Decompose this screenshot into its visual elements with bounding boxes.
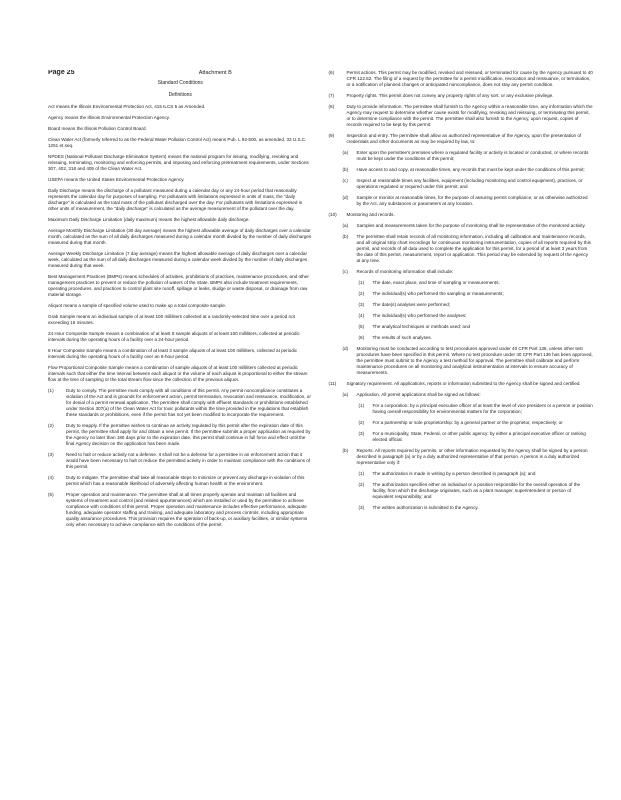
item-number: (3) [358, 505, 365, 510]
item-number: (8) [328, 104, 335, 109]
records-list [329, 280, 594, 341]
item-text: Duty to comply. The permittee must comply with all conditions of this permit. Any permit noncompliance constitutes a violation of the Act and is grounds for enforcement action, permit termination, revocation and reissuance, modification, or for denial of a permit renewal application. The permittee shall comply with effluent standards or prohibitions established under Section 307(a) of the Clean Water Act for toxic pollutants within the time provided in the regulations that establish these standards or prohibitions, even if the permit has not yet been modified to incorporate the requirement. [66, 388, 311, 417]
item-number: (4) [358, 313, 365, 318]
monitoring-list [329, 223, 594, 275]
item-text: For a partnership or sole proprietorship: by a general partner or the proprietor, respectively; or [372, 420, 563, 425]
authorized-item [359, 482, 594, 500]
item-number: (1) [358, 403, 365, 408]
item-number: (a) [342, 392, 349, 397]
definition-paragraph: Daily Discharge means the discharge of a pollutant measured during a calendar day or any 24-hour period that reasonably represents the calendar day for purposes of sampling. For pollutants with limitations expressed in units of mass, the "daily discharge" is calculated as the total mass of the pollutant discharged over the day. For pollutants with limitations expressed in other units of measurement, the "daily discharge" is calculated as the average measurement of the pollutant over the day. [48, 188, 303, 211]
right-column [329, 70, 594, 782]
item-text: The date, exact place, and time of sampling or measurements; [372, 280, 500, 285]
condition-item [48, 475, 313, 487]
item-text: Records of monitoring information shall include: [356, 269, 454, 274]
conditions-list [48, 388, 313, 528]
item-text: Duty to provide information. The permittee shall furnish to the Agency within a reasonable time, any information which the Agency may request to determine whether cause exists for modifying, revoking and reissuing, or terminating this permit, or to determine compliance with the permit. The permittee shall also furnish to the Agency, upon request, copies of records required to be kept by this permit. [346, 104, 593, 127]
record-item [359, 291, 594, 297]
monitoring-item [343, 269, 594, 275]
item-text: For a municipality, State, Federal, or other public agency: by either a principal executive officer or ranking elected official. [372, 431, 586, 442]
definition-paragraph: Agency means the Illinois Environmental Protection Agency. [48, 115, 170, 120]
inspection-item [343, 195, 594, 207]
section-title: Standard Conditions [157, 80, 203, 86]
definitions-list [48, 104, 313, 383]
item-text: Need to halt or reduce activity not a defense. It shall not be a defense for a permittee in an enforcement action that it would have been necessary to halt or reduce the permitted activity in order to maintain compliance with the conditions of this permit. [66, 452, 311, 469]
condition-item [48, 388, 313, 418]
monitoring-item-d: (d) Monitoring must be conducted according to test procedures approved under 40 CFR Part 136, unless other test procedures have been specified in this permit. Where no test procedure under 40 CFR Part 136 has been approved, the permittee must submit to the Agency a test method for approval. The permittee shall calibrate and perform maintenance procedures on all monitoring and analytical instrumentation at intervals to ensure accuracy of measurements. [342, 346, 593, 375]
item-text: Enter upon the permittee's premises where a regulated facility or activity is located or conducted, or where records must be kept under the conditions of this permit; [356, 150, 589, 161]
item-number: (5) [48, 492, 54, 497]
item-number: (7) [328, 93, 335, 98]
item-text: The authorization specifies either an individual or a position responsible for the overall operation of the facility, from which the discharge originates, such as a plant manager, superintendent or person of equivalent responsibility; and [372, 482, 581, 499]
authorized-item [359, 505, 594, 511]
condition-item [329, 133, 594, 145]
item-text: The individual(s) who performed the analyses; [372, 313, 467, 318]
condition-item [329, 104, 594, 128]
definition-paragraph: Average Monthly Discharge Limitation (30 day average) means the highest allowable average of daily discharges over a calendar month, calculated as the sum of all daily discharges measured during a calendar month divided by the number of daily discharges measured during that month. [48, 228, 312, 245]
item-number: (1) [48, 388, 54, 393]
page-header [48, 70, 313, 76]
record-item [359, 335, 594, 341]
item-text: Inspection and entry. The permittee shall allow an authorized representative of the Agency, upon the presentation of credentials and other documents as may be required by law, to: [346, 133, 582, 144]
item-text: Inspect at reasonable times any facilities, equipment (including monitoring and control equipment), practices, or operations regulated or required under this permit; and [356, 178, 583, 189]
item-number: (c) [342, 269, 348, 274]
item-number: (b) [342, 234, 349, 239]
definition-paragraph: Average Weekly Discharge Limitation (7 day average) means the highest allowable average of daily discharges over a calendar week, calculated as the sum of all daily discharges measured during a calendar week divided by the number of daily discharges measured during that week. [48, 251, 308, 268]
item-number: (4) [48, 475, 54, 480]
item-text: Samples and measurements taken for the purpose of monitoring shall be representative of the monitored activity. [356, 223, 586, 228]
definitions-title: Definitions [168, 92, 192, 98]
item-number: (3) [358, 302, 365, 307]
signatory-item [343, 392, 594, 398]
definition-paragraph: Grab Sample means an individual sample of at least 100 milliliters collected at a randomly-selected time over a period not exceeding 15 minutes. [48, 314, 295, 325]
reports-item: (b) Reports. All reports required by permits, or other information requested by the Agency shall be signed by a person described in paragraph (a) or by a duly authorized representative of that person. A person is a duly authorized representative only if: [342, 448, 588, 465]
definition-paragraph: NPDES (National Pollutant Discharge Elimination System) means the national program for issuing, modifying, revoking and reissuing, terminating, monitoring and enforcing permits, and imposing and enforcing pretreatment requirements, under Sections 307, 402, 318 and 405 of the Clean Water Act. [48, 154, 309, 171]
definition-paragraph: Aliquot means a sample of specified volume used to make up a total composite sample. [48, 303, 227, 308]
item-text: The authorization is made in writing by a person described in paragraph (a); and [372, 471, 536, 476]
record-item [359, 280, 594, 286]
left-column [48, 70, 313, 782]
item-number: (6) [358, 335, 365, 340]
condition-item [48, 423, 313, 447]
item-text: The permittee shall retain records of all monitoring information, including all calibration and maintenance records, and all original strip chart recordings for continuous monitoring instrumentation, copies of all reports required by this permit, and records of all data used to complete the application for this permit, for a period of at least 3 years from the date of this permit, measurement, report or application. This period may be extended by request of the Agency at any time. [356, 234, 591, 263]
item-number: (2) [358, 482, 365, 487]
record-item [359, 302, 594, 308]
item-number: (5) [358, 324, 365, 329]
monitoring-item [343, 223, 594, 229]
item-number: (a) [342, 223, 349, 228]
item-text: The written authorization is submitted to the Agency. [372, 505, 479, 510]
condition-item [329, 70, 594, 88]
item-number: (1) [358, 471, 365, 476]
record-item [359, 313, 594, 319]
definition-paragraph: Best Management Practices (BMPs) means schedules of activities, prohibitions of practices, maintenance procedures, and other management practices to prevent or reduce the pollution of waters of the State. BMPs also include treatment requirements, operating procedures, and practices to control plant site runoff, spillage or leaks, sludge or waste disposal, or drainage from raw material storage. [48, 274, 309, 297]
item-text: For a corporation: by a principal executive officer of at least the level of vice president or a person or position having overall responsibility for environmental matters for the corporation; [372, 403, 593, 414]
inspection-list [329, 150, 594, 207]
condition-item [48, 492, 313, 528]
item-number: (2) [358, 420, 365, 425]
condition-item [48, 452, 313, 470]
authorized-item [359, 471, 594, 477]
application-list [329, 403, 594, 443]
authorized-list [329, 471, 594, 511]
item-text: The analytical techniques or methods used; and [372, 324, 471, 329]
item-number: (a) [342, 150, 349, 155]
item-text: The individual(s) who performed the sampling or measurements; [372, 291, 504, 296]
monitoring-item [343, 234, 594, 264]
item-number: (2) [48, 423, 54, 428]
item-number: (2) [358, 291, 365, 296]
condition-item [329, 93, 594, 99]
item-number: (b) [342, 167, 349, 172]
inspection-item [343, 150, 594, 162]
signatory-list [329, 392, 594, 398]
item-text: The results of such analyses. [372, 335, 432, 340]
definition-paragraph: Maximum Daily Discharge Limitation (daily maximum) means the highest allowable daily discharge. [48, 217, 250, 222]
item-text: Proper operation and maintenance. The permittee shall at all times properly operate and maintain all facilities and systems of treatment and control (and related appurtenances) which are installed or used by the permittee to achieve compliance with conditions of this permit. Proper operation and maintenance includes effective performance, adequate funding, adequate operator staffing and training, and adequate laboratory and process controls, including appropriate quality assurance procedures. This provision requires the operation of back-up, or auxiliary facilities, or similar systems only when necessary to achieve compliance with the conditions of the permit. [66, 492, 308, 527]
item-text: The date(s) analyses were performed; [372, 302, 451, 307]
item-number: (1) [358, 280, 365, 285]
definition-paragraph: 8 Hour Composite Sample means a combination of at least 3 sample aliquots of at least 100 milliliters, collected at periodic intervals during the operating hours of a facility over an 8-hour period. [48, 348, 298, 359]
item-text: Have access to and copy, at reasonable times, any records that must be kept under the conditions of this permit; [356, 167, 585, 172]
item-number: (6) [328, 70, 335, 75]
application-item [359, 431, 594, 443]
item-number: (d) [342, 195, 349, 200]
item-number: (9) [328, 133, 335, 138]
item-number: (3) [48, 452, 54, 457]
page-number: Page 25 [48, 70, 75, 76]
item-number: (c) [342, 178, 348, 183]
attachment-title: Attachment B [198, 70, 232, 76]
record-item [359, 324, 594, 330]
signatory-heading: (11) Signatory requirement. All applications, reports or information submitted to the Agency shall be signed and certified. [328, 381, 581, 386]
definition-paragraph: Flow Proportional Composite Sample means a combination of sample aliquots of at least 100 milliliters collected at periodic intervals such that either the time interval between each aliquot or the volume of each aliquot is proportional to either the stream flow at the time of sampling or the total stream flow since the collection of the previous aliquot. [48, 365, 308, 382]
item-number: (3) [358, 431, 365, 436]
definition-paragraph: Act means the Illinois Environmental Protection Act, 415 ILCS 5 as Amended. [48, 104, 206, 109]
item-text: Duty to reapply. If the permittee wishes to continue an activity regulated by this permit after the expiration date of this permit, the permittee shall apply for and obtain a new permit. If the permittee submits a proper application as required by the Agency no later than 180 days prior to the expiration date, this permit shall continue in full force and effect until the final Agency decision on the application has been made. [66, 423, 311, 446]
item-text: Duty to mitigate. The permittee shall take all reasonable steps to minimize or prevent any discharge in violation of this permit which has a reasonable likelihood of adversely affecting human health or the environment. [66, 475, 305, 486]
definition-paragraph: Board means the Illinois Pollution Control Board. [48, 126, 147, 131]
definition-paragraph: Clean Water Act (formerly referred to as the Federal Water Pollution Control Act) means Pub. L 92-500, as amended. 33 U.S.C. 1251 et seq. [48, 137, 307, 148]
definition-paragraph: USEPA means the United States Environmental Protection Agency. [48, 177, 185, 182]
item-text: Sample or monitor at reasonable times, for the purpose of assuring permit compliance, or as otherwise authorized by the Act, any substances or parameters at any location. [356, 195, 588, 206]
inspection-item [343, 167, 594, 173]
inspection-item [343, 178, 594, 190]
application-item [359, 420, 594, 426]
conditions-list-continued [329, 70, 594, 145]
definition-paragraph: 24 Hour Composite Sample means a combination of at least 8 sample aliquots of at least 100 milliliters, collected at periodic intervals during the operating hours of a facility over a 24-hour period. [48, 331, 300, 342]
item-text: Application. All permit applications shall be signed as follows: [356, 392, 481, 397]
monitoring-heading: (10) Monitoring and records. [328, 212, 395, 217]
item-text: Property rights. This permit does not convey any property rights of any sort, or any exclusive privilege. [346, 93, 554, 98]
application-item [359, 403, 594, 415]
item-text: Permit actions. This permit may be modified, revoked and reissued, or terminated for cause by the Agency pursuant to 40 CFR 122.62. The filing of a request by the permittee for a permit modification, revocation and reissuance, or termination, or a notification of planned changes or anticipated noncompliance, does not stay any permit condition. [346, 70, 593, 87]
